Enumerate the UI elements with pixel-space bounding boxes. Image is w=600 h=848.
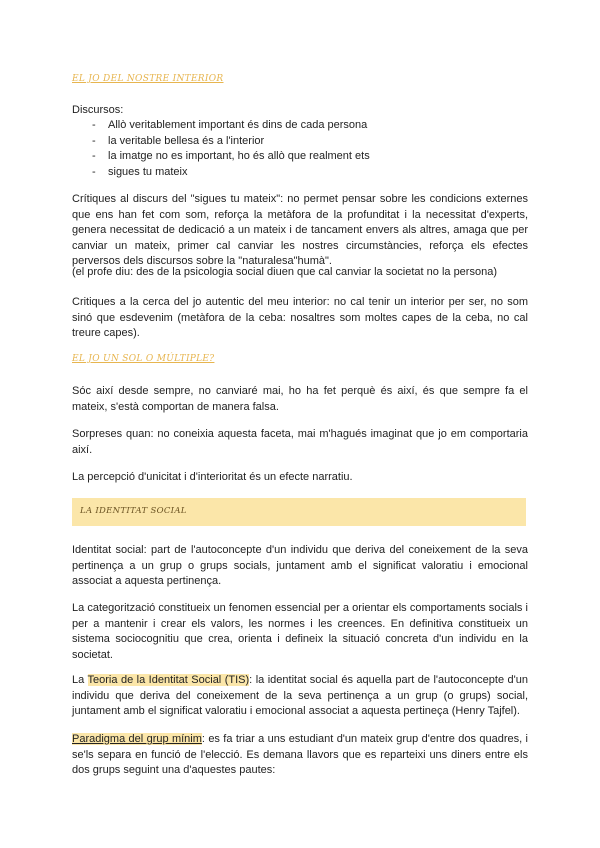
- critiques-jo-autentic-paragraph: Critiques a la cerca del jo autentic del meu interior: no cal tenir un interior per ser, no som sinó que esdevenim (metàfora de la ceba: nosaltres som moltes capes de la ceba, no cal treure capes).: [72, 296, 528, 339]
- paragraph-percepcio: La percepció d'unicitat i d'interioritat és un efecte narratiu.: [72, 471, 353, 483]
- paragraph-soc-aixi: Sóc així desde sempre, no canviaré mai, ho ha fet perquè és així, és que sempre fa el mateix, s'està comportan de manera falsa.: [72, 385, 528, 413]
- tis-term-highlight: Teoria de la Identitat Social (TIS): [87, 674, 250, 686]
- list-item: - la veritable bellesa és a l'interior: [72, 134, 528, 150]
- paragraph-sorpreses: Sorpreses quan: no coneixia aquesta faceta, mai m'hagués imaginat que jo em comportaria així.: [72, 428, 528, 456]
- section-heading-identitat-social: LA IDENTITAT SOCIAL: [80, 506, 187, 516]
- list-item: - Allò veritablement important és dins de cada persona: [72, 118, 528, 134]
- list-item: - la imatge no es important, ho és allò que realment ets: [72, 149, 528, 165]
- grup-minim-definition: : es fa triar a uns estudiant d'un mateix grup d'entre dos quadres, i se'ls separa en funció de l'elecció. Es demana llavors que es reparteixi uns diners entre els dos grups seguint una d'aquestes pautes:: [72, 733, 528, 776]
- tis-prefix: La: [72, 674, 88, 686]
- paragraph-identitat-social: Identitat social: part de l'autoconcepte d'un individu que deriva del coneixement de la seva pertinença a un grup o grups socials, juntament amb el significat valoratiu i emocional associat a aquesta pertinença.: [72, 544, 528, 587]
- discursos-label: Discursos:: [72, 104, 124, 116]
- list-item: - sigues tu mateix: [72, 165, 528, 181]
- paragraph-categoritzacio: La categorització constitueix un fenomen essencial per a orientar els comportaments socials i per a mantenir i crear els valors, les normes i les creences. En definitiva constitueix un sistema sociocognitiu que crea, orienta i defineix la situació concreta d'un individu en la societat.: [72, 602, 528, 661]
- section-heading-jo-multiple: EL JO UN SOL O MÚLTIPLE?: [72, 354, 215, 364]
- section-heading-jo-interior: EL JO DEL NOSTRE INTERIOR: [72, 74, 224, 84]
- paragraph-grup-minim: [72, 732, 528, 779]
- tis-definition: : la identitat social és aquella part de l'autoconcepte d'un individu que deriva del coneixement de la seva pertinença a un grup (o grups) social, juntament amb el significat valoratiu i emocional associat a aquesta pertineça (Henry Tajfel).: [72, 674, 529, 717]
- discursos-list: [72, 118, 528, 180]
- profe-note: (el profe diu: des de la psicologia social diuen que cal canviar la societat no la persona): [72, 266, 497, 278]
- grup-minim-term-highlight: Paradigma del grup mínim: [72, 733, 202, 745]
- paragraph-tis: [72, 673, 528, 720]
- section-heading-bar: [72, 498, 526, 526]
- critiques-paragraph: Crítiques al discurs del "sigues tu mateix": no permet pensar sobre les condicions externes que ens han fet com som, reforça la metàfora de la profunditat i la necessitat d'experts, genera necessitat de dedicació a un mateix i de tancament envers als altres, amaga que per canviar un mateix, primer cal canviar les nostres circumstàncies, reforça els efectes perversos dels discursos sobre la "naturalesa"humà".: [72, 193, 528, 267]
